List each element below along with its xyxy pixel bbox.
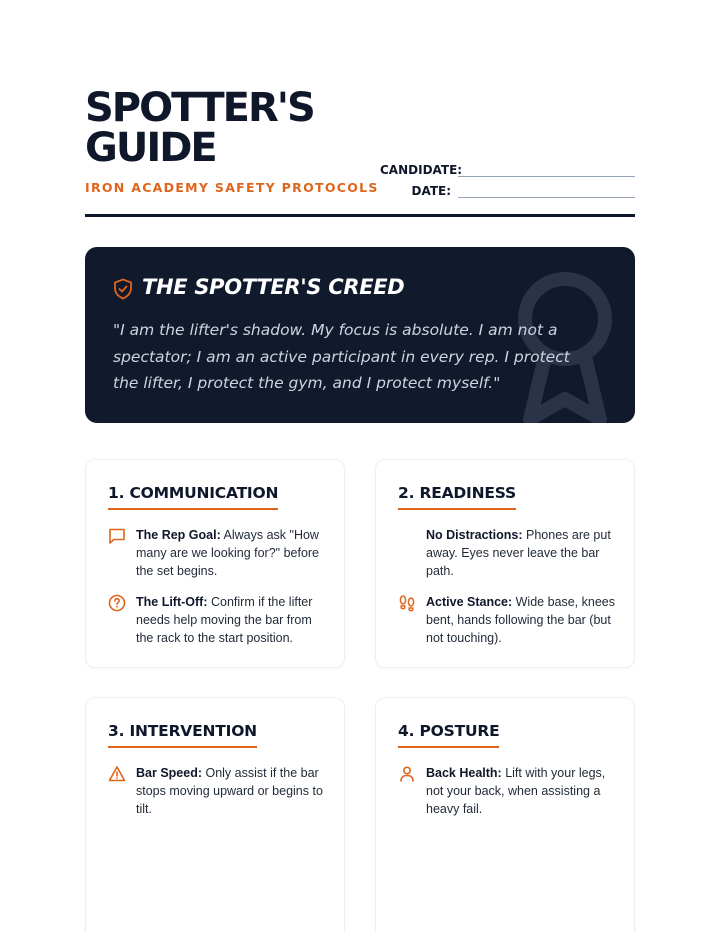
title-line-1: SPOTTER'S xyxy=(85,85,314,131)
item-text xyxy=(426,764,618,818)
warning-triangle-icon xyxy=(108,765,126,783)
item-text xyxy=(136,593,328,647)
item-label: The Rep Goal: xyxy=(136,528,221,542)
candidate-row xyxy=(380,156,635,177)
item-label: Bar Speed: xyxy=(136,766,202,780)
date-field[interactable] xyxy=(458,182,635,198)
candidate-fields xyxy=(380,156,635,198)
item-label: Back Health: xyxy=(426,766,502,780)
list-item xyxy=(108,526,328,580)
item-text xyxy=(426,593,618,647)
item-text xyxy=(426,526,618,580)
creed-quote: "I am the lifter's shadow. My focus is absolute. I am not a spectator; I am an active participant in every rep. I protect the lifter, I protect the gym, and I protect myself." xyxy=(113,321,570,392)
list-item xyxy=(398,593,618,647)
item-text xyxy=(136,764,328,818)
item-desc: Lift with your legs, not your back, when assisting a heavy fail. xyxy=(426,766,606,816)
card-title: 1. COMMUNICATION xyxy=(108,484,278,510)
list-item xyxy=(108,764,328,818)
footprints-icon xyxy=(398,594,416,612)
title-line-2: GUIDE xyxy=(85,125,216,171)
list-item xyxy=(108,593,328,647)
card-title: 4. POSTURE xyxy=(398,722,499,748)
creed-title: THE SPOTTER'S CREED xyxy=(142,275,405,299)
readiness-card xyxy=(375,459,635,668)
candidate-field[interactable] xyxy=(458,161,635,177)
list-item xyxy=(398,526,618,580)
item-label: Active Stance: xyxy=(426,595,513,609)
item-desc: Confirm if the lifter needs help moving the bar from the rack to the start position. xyxy=(136,595,313,645)
list-item xyxy=(398,764,618,818)
speech-bubble-icon xyxy=(108,527,126,545)
item-label: No Distractions: xyxy=(426,528,523,542)
card-title: 2. READINESS xyxy=(398,484,516,510)
card-title: 3. INTERVENTION xyxy=(108,722,257,748)
date-row xyxy=(380,177,635,198)
creed-panel xyxy=(85,247,635,423)
date-label: DATE: xyxy=(411,184,451,198)
posture-card xyxy=(375,697,635,932)
person-icon xyxy=(398,765,416,783)
shield-check-icon xyxy=(113,278,133,300)
item-desc: Only assist if the bar stops moving upward or begins to tilt. xyxy=(136,766,323,816)
candidate-label: CANDIDATE: xyxy=(380,163,463,177)
item-desc: Phones are put away. Eyes never leave the bar path. xyxy=(426,528,611,578)
item-desc: Wide base, knees bent, hands following the bar (but not touching). xyxy=(426,595,615,645)
page-subtitle: IRON ACADEMY SAFETY PROTOCOLS xyxy=(85,180,379,195)
header-divider xyxy=(85,214,635,217)
item-label: The Lift-Off: xyxy=(136,595,208,609)
item-desc: Always ask "How many are we looking for?" before the set begins. xyxy=(136,528,320,578)
item-text xyxy=(136,526,328,580)
question-circle-icon xyxy=(108,594,126,612)
communication-card xyxy=(85,459,345,668)
intervention-card xyxy=(85,697,345,932)
